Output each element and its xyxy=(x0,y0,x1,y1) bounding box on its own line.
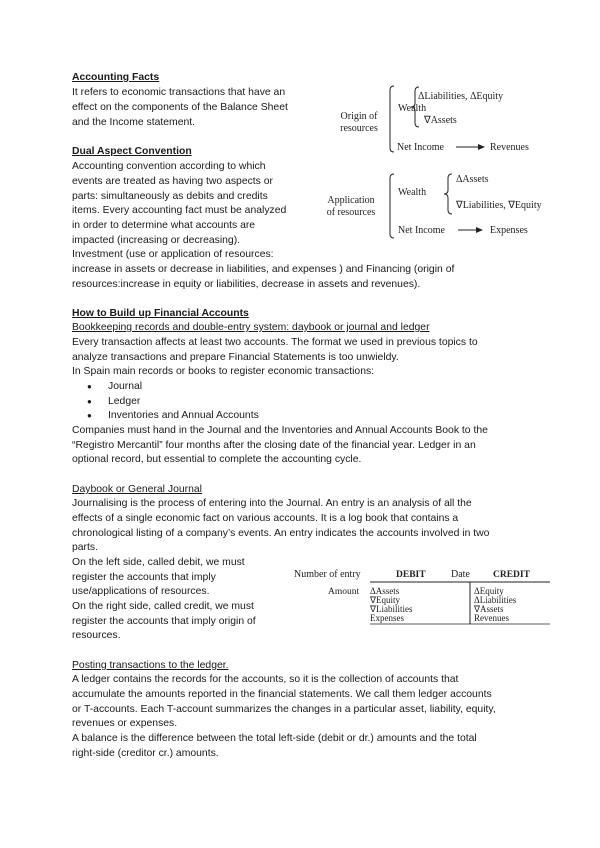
diagram-item: ΔLiabilities, ΔEquity xyxy=(418,91,504,102)
diagram-label: of resources xyxy=(326,207,376,218)
paragraph-line: and the Income statement. xyxy=(72,117,196,128)
diagram-result: Expenses xyxy=(490,225,528,236)
diagram-label: Application xyxy=(327,195,375,206)
records-list xyxy=(72,380,259,424)
debit-item: ∇Liabilities xyxy=(370,604,413,614)
col-header-entry: Number of entry xyxy=(294,569,361,580)
heading-dual-aspect-convention: Dual Aspect Convention xyxy=(72,146,192,157)
credit-item: ∇Assets xyxy=(474,604,504,614)
debit-item: ∇Equity xyxy=(370,595,401,605)
paragraph-line: chronological listing of a company’s events. An entry indicates the accounts involved in two xyxy=(72,528,490,539)
credit-item: ΔEquity xyxy=(474,586,504,596)
application-of-resources-diagram xyxy=(322,170,560,248)
paragraph-line: A ledger contains the records for the accounts, so it is the collection of accounts that xyxy=(72,674,459,685)
diagram-label: resources xyxy=(340,123,378,134)
net-income-label: Net Income xyxy=(397,142,444,153)
paragraph-line: in order to determine what accounts are xyxy=(72,220,256,231)
net-income-label: Net Income xyxy=(398,225,445,236)
paragraph-line: In Spain main records or books to register economic transactions: xyxy=(72,366,375,377)
paragraph-line: events are treated as having two aspects or xyxy=(72,176,273,187)
diagram-item: ΔAssets xyxy=(456,174,489,185)
paragraph-line: analyze transactions and prepare Financial Statements is too unwieldy. xyxy=(72,352,399,363)
credit-item: Revenues xyxy=(474,613,509,623)
diagram-result: Revenues xyxy=(490,142,529,153)
subheading-bookkeeping: Bookkeeping records and double-entry system: daybook or journal and ledger xyxy=(72,322,430,333)
arrow-icon xyxy=(478,144,485,150)
debit-item: Expenses xyxy=(370,613,404,623)
paragraph-line: register the accounts that imply origin of xyxy=(72,616,256,627)
col-header-credit: CREDIT xyxy=(493,570,530,580)
paragraph-line: Every transaction affects at least two accounts. The format we used in previous topics to xyxy=(72,337,478,348)
paragraph-line: A balance is the difference between the total left-side (debit or dr.) amounts and the total xyxy=(72,733,477,744)
paragraph-line: parts. xyxy=(72,542,98,553)
paragraph-line: effect on the components of the Balance Sheet xyxy=(72,102,288,113)
paragraph-line: Accounting convention according to which xyxy=(72,161,266,172)
paragraph-line: optional record, but essential to complete the accounting cycle. xyxy=(72,454,362,465)
origin-of-resources-diagram xyxy=(330,80,560,158)
paragraph-line: resources:increase in equity or liabilities, decrease in assets and revenues). xyxy=(72,279,421,290)
paragraph-line: items. Every accounting fact must be analyzed xyxy=(72,205,287,216)
paragraph-line: Investment (use or application of resources: xyxy=(72,249,274,260)
row-label-amount: Amount xyxy=(328,587,360,597)
list-item: ● Inventories and Annual Accounts xyxy=(72,409,259,424)
arrow-icon xyxy=(476,227,483,233)
paragraph-line: use/applications of resources. xyxy=(72,586,210,597)
list-item: ● Ledger xyxy=(72,395,259,410)
paragraph-line: increase in assets or decrease in liabilities, and expenses ) and Financing (origin of xyxy=(72,264,455,275)
paragraph-line: On the right side, called credit, we must xyxy=(72,601,254,612)
credit-item: ΔLiabilities xyxy=(474,595,517,605)
paragraph-line: resources. xyxy=(72,630,121,641)
paragraph-line: accumulate the amounts reported in the financial statements. We call them ledger accounts xyxy=(72,689,492,700)
paragraph-line: parts: simultaneously as debits and credits xyxy=(72,191,268,202)
journal-entry-table xyxy=(288,562,556,628)
paragraph-line: On the left side, called debit, we must xyxy=(72,557,245,568)
paragraph-line: Journalising is the process of entering into the Journal. An entry is an analysis of all the xyxy=(72,498,472,509)
col-header-date: Date xyxy=(451,569,470,580)
diagram-item: ∇Assets xyxy=(424,115,457,126)
paragraph-line: right-side (creditor cr.) amounts. xyxy=(72,748,219,759)
diagram-label: Origin of xyxy=(340,111,378,122)
paragraph-line: or T-accounts. Each T-account summarizes the changes in a particular asset, liability, equity, xyxy=(72,704,496,715)
heading-build-financial-accounts: How to Build up Financial Accounts xyxy=(72,308,249,319)
wealth-label: Wealth xyxy=(398,187,427,198)
paragraph-line: Companies must hand in the Journal and the Inventories and Annual Accounts Book to the xyxy=(72,425,488,436)
wealth-label: Wealth xyxy=(398,103,427,114)
paragraph-line: register the accounts that imply xyxy=(72,572,216,583)
paragraph-line: impacted (increasing or decreasing). xyxy=(72,235,241,246)
debit-item: ΔAssets xyxy=(370,586,400,596)
diagram-item: ∇Liabilities, ∇Equity xyxy=(456,200,542,211)
paragraph-line: “Registro Mercantil” four months after the closing date of the financial year. Ledger in an xyxy=(72,440,476,451)
subheading-posting: Posting transactions to the ledger. xyxy=(72,660,229,671)
paragraph-line: revenues or expenses. xyxy=(72,718,178,729)
list-item: ● Journal xyxy=(72,380,259,395)
col-header-debit: DEBIT xyxy=(396,570,426,580)
heading-accounting-facts: Accounting Facts xyxy=(72,72,160,83)
paragraph-line: effects of a single economic fact on various accounts. It is a log book that contains a xyxy=(72,513,459,524)
paragraph-line: It refers to economic transactions that have an xyxy=(72,87,286,98)
subheading-daybook: Daybook or General Journal xyxy=(72,484,202,495)
